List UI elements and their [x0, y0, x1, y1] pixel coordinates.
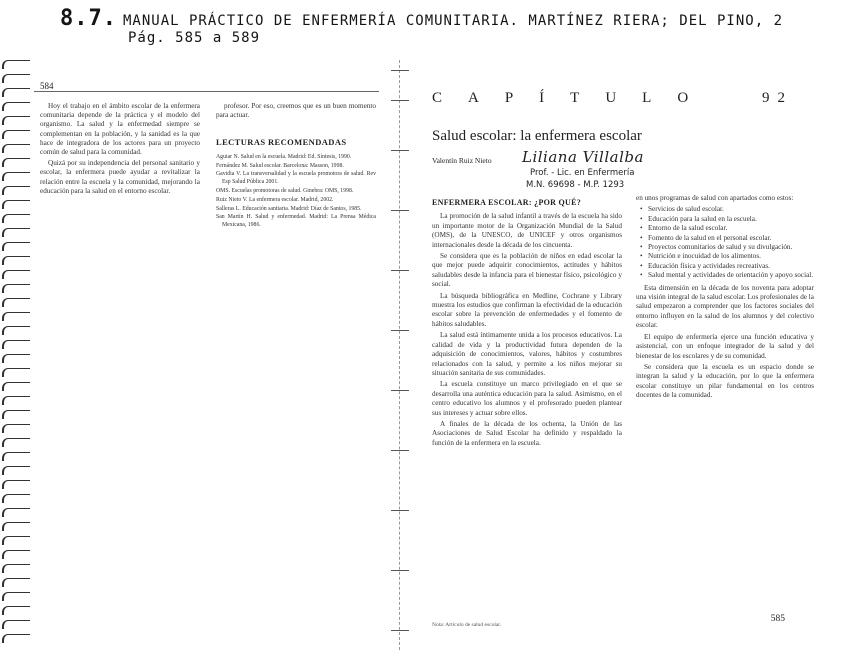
reference-item: Fernández M. Salud escolar. Barcelona: Masson, 1998.	[216, 162, 344, 169]
left-page-column-1	[40, 102, 200, 198]
bullet-item: • Educación para la salud en la escuela.	[640, 215, 814, 224]
right-paragraph: Esta dimensión en la década de los noventa para adoptar una visión integral de la salud escolar. Los profesionales de la salud empezaron a comprender que los factores sociales del entorno influyen en la salud de los alumnos y del colectivo escolar.	[636, 283, 814, 330]
left-paragraph: Hoy el trabajo en el ámbito escolar de la enfermera comunitaria depende de la práctica y el modelo del organismo. La salud y la enfermedad siempre se complementan en la población, y la sanidad es la que hace de integradora de los actores para un proyecto común de salud para la comunidad.	[40, 102, 200, 157]
spine-tab	[2, 270, 30, 279]
spine-tab	[2, 186, 30, 195]
book-spine-left	[0, 60, 32, 650]
spine-tab	[2, 256, 30, 265]
right-page-column-2	[636, 194, 814, 403]
spine-tab	[2, 508, 30, 517]
spine-tab	[2, 452, 30, 461]
gutter-tick	[391, 630, 409, 631]
handwritten-line-1	[60, 6, 783, 31]
left-column2-intro: profesor. Por eso, creemos que es un buen momento para actuar.	[216, 102, 376, 120]
right-page-number: 585	[770, 614, 785, 624]
handwritten-header	[60, 4, 840, 48]
chapter-label: CAPÍTULO	[432, 90, 715, 106]
gutter-tick	[391, 570, 409, 571]
gutter-tick	[391, 210, 409, 211]
spine-tab	[2, 564, 30, 573]
spine-tab	[2, 74, 30, 83]
spine-tab	[2, 340, 30, 349]
bullet-item: • Nutrición e inocuidad de los alimentos.	[640, 252, 814, 261]
left-page-number: 584	[40, 81, 54, 91]
spine-tab	[2, 200, 30, 209]
right-paragraph: A finales de la década de los ochenta, la Unión de las Asociaciones de Salud Escolar ha definido y respaldado la función de la enfermera en la escuela.	[432, 419, 622, 447]
spine-tab	[2, 144, 30, 153]
left-paragraph: Quizá por su independencia del personal sanitario y escolar, la enfermera puede ayudar a revitalizar la relación entre la escuela y la comunidad, mejorando la educación para la salud en el entorno escolar.	[40, 159, 200, 195]
gutter-tick	[391, 150, 409, 151]
spine-tab	[2, 284, 30, 293]
right-paragraph: El equipo de enfermería ejerce una función educativa y asistencial, con un enfoque integrador de la salud y del bienestar de los escolares y de su comunidad.	[636, 332, 814, 360]
spine-tab	[2, 312, 30, 321]
spine-tab	[2, 354, 30, 363]
right-page	[418, 82, 843, 647]
reference-item: Aguiar N. Salud en la escuela. Madrid: Ed. Síntesis, 1990.	[216, 153, 352, 160]
reference-item: Gavidia V. La transversalidad y la escuela promotora de salud. Rev Esp Salud Pública 2001.	[216, 171, 376, 185]
spine-tab	[2, 228, 30, 237]
chapter-title: Salud escolar: la enfermera escolar	[432, 128, 642, 144]
reference-item: San Martín H. Salud y enfermedad. Madrid: La Prensa Médica Mexicana, 1986.	[216, 214, 376, 228]
bullet-item: • Servicios de salud escolar.	[640, 205, 814, 214]
spine-tab	[2, 116, 30, 125]
spine-tab	[2, 88, 30, 97]
spine-tab	[2, 214, 30, 223]
spine-tab	[2, 480, 30, 489]
spine-tab	[2, 396, 30, 405]
left-page	[34, 82, 384, 642]
spine-tab	[2, 382, 30, 391]
spine-tab	[2, 298, 30, 307]
page-footnote: Nota: Artículo de salud escolar.	[432, 622, 502, 628]
spine-tab	[2, 592, 30, 601]
spine-tab	[2, 158, 30, 167]
spine-tab	[2, 242, 30, 251]
bullet-item: • Educación física y actividades recreativas.	[640, 262, 814, 271]
right-page-column-1	[432, 198, 622, 450]
signature-registration: M.N. 69698 - M.P. 1293	[526, 180, 625, 190]
gutter-tick	[391, 450, 409, 451]
right-paragraph: Se considera que la escuela es un espacio donde se integran la salud y la educación, por lo que la enfermera escolar constituye un pilar fundamental en los centros docentes de la comunidad.	[636, 362, 814, 400]
spine-tab	[2, 466, 30, 475]
spine-tab	[2, 424, 30, 433]
reference-item: OMS. Escuelas promotoras de salud. Ginebra: OMS, 1998.	[216, 187, 354, 194]
right-paragraph: La escuela constituye un marco privilegiado en el que se desarrolla una auténtica educación para la salud. Asimismo, en el centro educativo los alumnos y el profesorado pueden plantear sus intereses y actuar sobre ellos.	[432, 380, 622, 417]
reference-item: Salleras L. Educación sanitaria. Madrid: Díaz de Santos, 1985.	[216, 205, 362, 212]
spine-tab	[2, 326, 30, 335]
section-heading: ENFERMERA ESCOLAR: ¿POR QUÉ?	[432, 198, 582, 207]
gutter-tick	[391, 270, 409, 271]
spine-tab	[2, 102, 30, 111]
gutter-tick	[391, 390, 409, 391]
spine-tab	[2, 522, 30, 531]
left-page-header-rule	[34, 82, 379, 92]
spine-tab	[2, 620, 30, 629]
left-page-column-2	[216, 102, 376, 231]
chapter-authors: Valentín Ruiz Nieto	[432, 156, 492, 165]
gutter-tick	[391, 70, 409, 71]
spine-tab	[2, 536, 30, 545]
gutter-line	[399, 60, 400, 650]
handwritten-signature: Liliana Villalba	[522, 148, 644, 166]
gutter-tick	[391, 100, 409, 101]
spine-tab	[2, 578, 30, 587]
spine-tab	[2, 438, 30, 447]
right-column2-intro: en unos programas de salud con apartados como estos:	[636, 194, 794, 202]
right-paragraph: Se considera que es la población de niños en edad escolar la que mejor puede adquirir conocimientos, actitudes y hábitos saludables desde la infancia para el bienestar físico, psicológico y social.	[432, 252, 622, 289]
right-paragraph: La búsqueda bibliográfica en Medline, Cochrane y Library muestra los estudios que confirman la efectividad de la educación escolar sobre la prevención de enfermedades y el fomento de hábitos saludables.	[432, 291, 622, 328]
spine-tab	[2, 410, 30, 419]
program-bullet-list	[640, 205, 814, 280]
recommended-readings-heading: LECTURAS RECOMENDADAS	[216, 137, 347, 148]
handwritten-pages: Pág. 585 a 589	[128, 30, 261, 46]
signature-title: Prof. - Lic. en Enfermería	[530, 168, 635, 178]
bullet-item: • Proyectos comunitarios de salud y su divulgación.	[640, 243, 814, 252]
spine-tab	[2, 634, 30, 643]
spine-tab	[2, 606, 30, 615]
book-gutter	[385, 60, 415, 650]
spine-tab	[2, 368, 30, 377]
spine-tab	[2, 172, 30, 181]
spine-tab	[2, 130, 30, 139]
chapter-number: 92	[762, 90, 793, 106]
bullet-item: • Entorno de la salud escolar.	[640, 224, 814, 233]
spine-tab	[2, 60, 30, 69]
right-paragraph: La promoción de la salud infantil a través de la escuela ha sido un importante motor de la Organización Mundial de la Salud (OMS), de la UNESCO, de UNICEF y otros organismos internacionales desde la década de los cincuenta.	[432, 212, 622, 249]
bullet-item: • Salud mental y actividades de orientación y apoyo social.	[640, 271, 814, 280]
spine-tab	[2, 494, 30, 503]
handwritten-number: 8.7.	[60, 6, 117, 31]
bullet-item: • Fomento de la salud en el personal escolar.	[640, 234, 814, 243]
gutter-tick	[391, 330, 409, 331]
reference-item: Ruiz Nieto V. La enfermera escolar. Madrid, 2002.	[216, 196, 334, 203]
right-paragraph: La salud está íntimamente unida a los procesos educativos. La calidad de vida y la productividad futura dependen de la adquisición de conocimientos, valores, hábitos y costumbres relacionados con la salud, y permite a los niños mejorar su situación sanitaria de sus comunidades.	[432, 331, 622, 377]
handwritten-title: MANUAL PRÁCTICO DE ENFERMERÍA COMUNITARIA. MARTÍNEZ RIERA; DEL PINO, 2	[122, 13, 783, 29]
gutter-tick	[391, 510, 409, 511]
spine-tab	[2, 550, 30, 559]
